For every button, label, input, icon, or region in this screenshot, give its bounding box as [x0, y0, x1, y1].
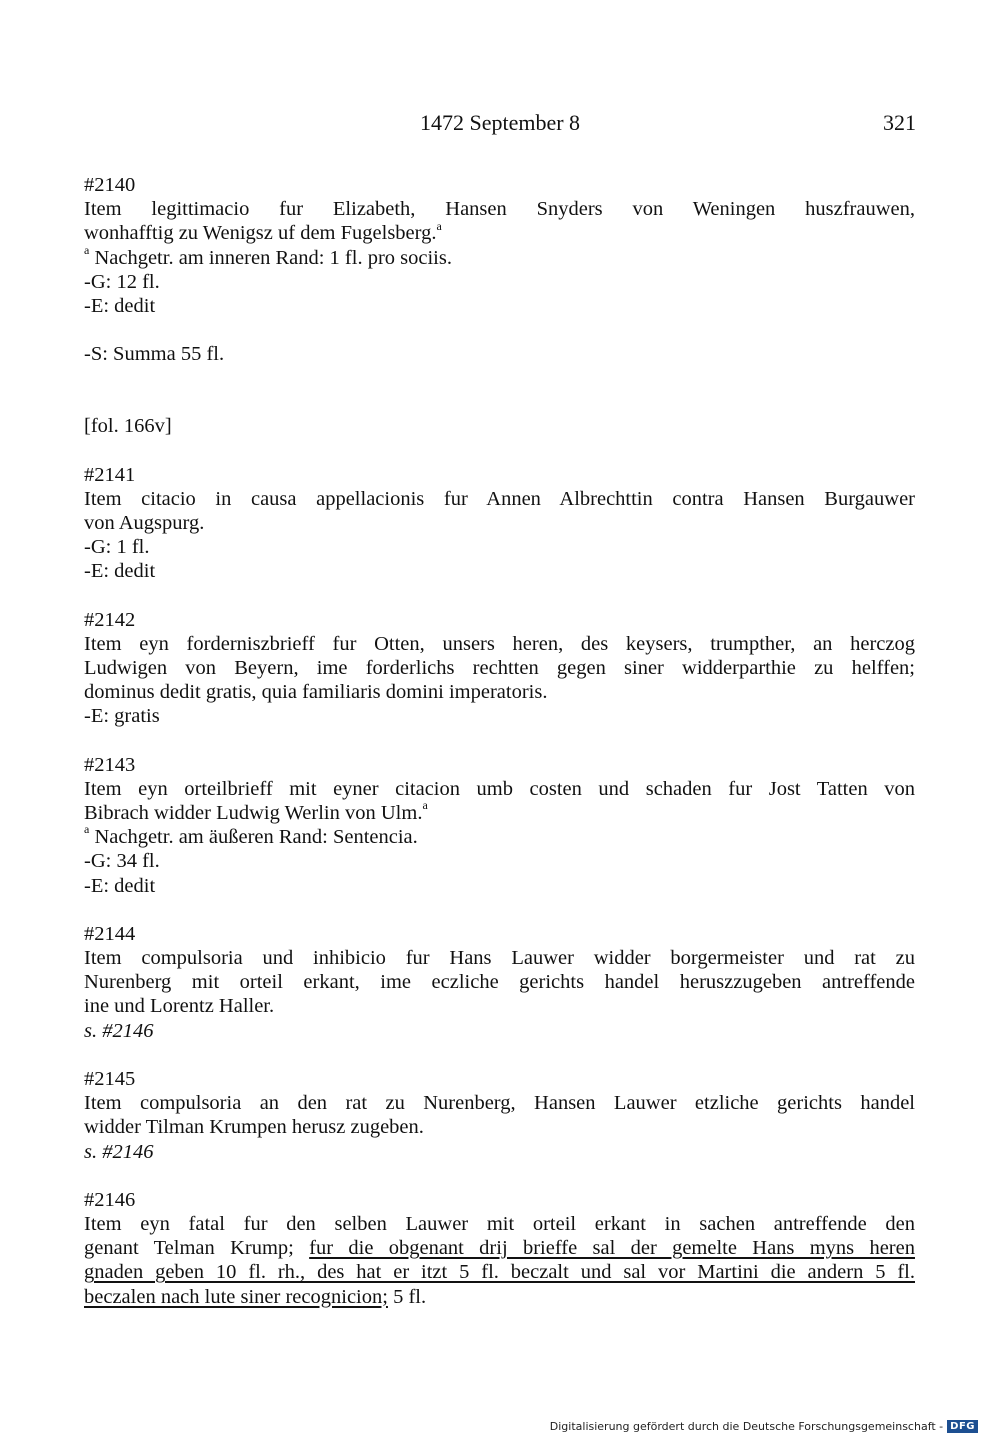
entry-id: #2141	[84, 463, 136, 486]
entry-text: 5 fl.	[387, 1285, 427, 1308]
entry-text-line: Item compulsoria und inhibicio fur Hans Lauwer widder borgermeister und rat zu	[84, 947, 915, 970]
entry-2143	[84, 753, 915, 898]
footnote-text: Nachgetr. am äußeren Rand: Sentencia.	[89, 826, 418, 849]
cross-reference: s. #2146	[84, 1140, 154, 1163]
entry-g: -G: 34 fl.	[84, 850, 160, 873]
entry-text-line: ine und Lorentz Haller.	[84, 995, 275, 1018]
entry-text-line: Item legittimacio fur Elizabeth, Hansen Snyders von Weningen huszfrauwen,	[84, 198, 915, 221]
entry-text-line: widder Tilman Krumpen herusz zugeben.	[84, 1116, 424, 1139]
entry-text-line: Item compulsoria an den rat zu Nurenberg, Hansen Lauwer etzliche gerichts handel	[84, 1092, 915, 1115]
page-header	[84, 110, 916, 140]
entry-id: #2144	[84, 922, 136, 945]
entry-id: #2143	[84, 753, 136, 776]
entry-g: -G: 1 fl.	[84, 536, 150, 559]
entry-2140	[84, 173, 915, 318]
entry-id: #2142	[84, 608, 136, 631]
folio-marker: [fol. 166v]	[84, 415, 172, 438]
entry-g: -G: 12 fl.	[84, 270, 160, 293]
entry-id: #2146	[84, 1188, 136, 1211]
footer-text: Digitalisierung gefördert durch die Deutsche Forschungsgemeinschaft -	[549, 1420, 944, 1433]
entry-text-line: Nurenberg mit orteil erkant, ime eczliche gerichts handel heruszzugeben antreffende	[84, 971, 915, 994]
footnote-marker: a	[84, 822, 90, 837]
entry-2145	[84, 1067, 915, 1164]
footnote-marker: a	[422, 798, 428, 813]
entry-2144	[84, 922, 915, 1043]
entry-2142	[84, 608, 915, 729]
document-body	[84, 173, 915, 1309]
entry-2141	[84, 463, 915, 584]
entry-text-line: dominus dedit gratis, quia familiaris domini imperatoris.	[84, 681, 548, 704]
footnote	[84, 242, 915, 270]
underlined-text: fur die obgenant drij brieffe sal der gemelte Hans myns heren	[309, 1237, 915, 1260]
entry-text: Bibrach widder Ludwig Werlin von Ulm.	[84, 802, 423, 825]
cross-reference: s. #2146	[84, 1019, 154, 1042]
underlined-text: gnaden geben 10 fl. rh., des hat er itzt 5 fl. beczalt und sal vor Martini die andern 5 fl.	[84, 1261, 915, 1284]
entry-e: -E: gratis	[84, 705, 160, 728]
entry-id: #2140	[84, 174, 136, 196]
entry-text-line: von Augspurg.	[84, 512, 205, 535]
entry-text-line: Item eyn fatal fur den selben Lauwer mit orteil erkant in sachen antreffende den	[84, 1212, 915, 1235]
page-number: 321	[883, 110, 916, 135]
underlined-text: beczalen nach lute siner recognicion;	[84, 1285, 388, 1308]
footnote-marker: a	[436, 218, 442, 233]
entry-2146	[84, 1188, 915, 1309]
entry-text-line: Ludwigen von Beyern, ime forderlichs rechtten gegen siner widderparthie zu helffen;	[84, 657, 915, 680]
entry-id: #2145	[84, 1067, 136, 1090]
entry-text: genant Telman Krump;	[84, 1237, 310, 1260]
entry-text-line	[84, 1285, 915, 1309]
footnote-marker: a	[84, 242, 90, 257]
footer-credit	[550, 1420, 978, 1433]
entry-text: wonhafftig zu Wenigsz uf dem Fugelsberg.	[84, 222, 437, 245]
header-date: 1472 September 8	[419, 110, 581, 135]
entry-text-line	[84, 218, 915, 245]
summa-line: -S: Summa 55 fl.	[84, 343, 225, 366]
footnote	[84, 822, 915, 849]
entry-text-line	[84, 798, 915, 825]
entry-e: -E: dedit	[84, 295, 156, 318]
entry-text-line: Item eyn forderniszbrieff fur Otten, unsers heren, des keysers, trumpther, an herczog	[84, 632, 915, 655]
entry-text-line: Item citacio in causa appellacionis fur Annen Albrechttin contra Hansen Burgauwer	[84, 487, 915, 510]
entry-e: -E: dedit	[84, 560, 156, 583]
entry-text-line	[84, 1236, 915, 1260]
entry-text-line: Item eyn orteilbrieff mit eyner citacion umb costen und schaden fur Jost Tatten von	[84, 777, 915, 800]
footnote-text: Nachgetr. am inneren Rand: 1 fl. pro sociis.	[89, 246, 452, 269]
dfg-logo-icon: DFG	[947, 1420, 978, 1433]
entry-e: -E: dedit	[84, 874, 156, 897]
